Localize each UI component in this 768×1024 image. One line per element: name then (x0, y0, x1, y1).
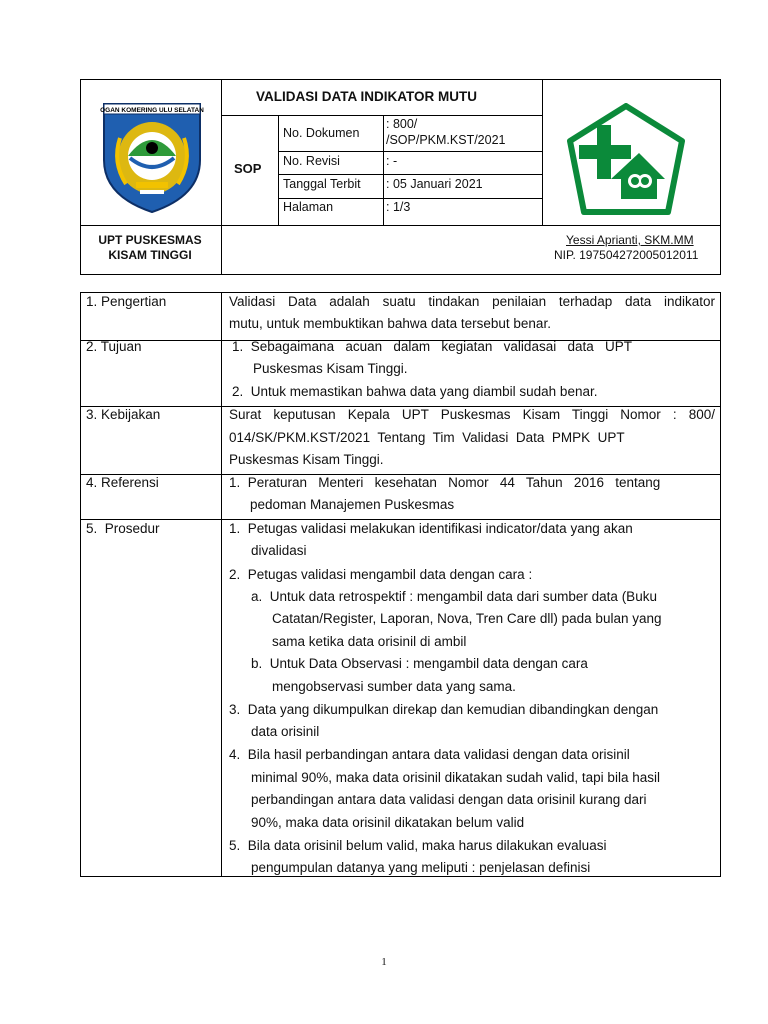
page-number: 1 (381, 956, 387, 968)
signer-nip: NIP. 197504272005012011 (554, 248, 699, 262)
prosedur-line: b. Untuk Data Observasi : mengambil data dengan cara (251, 656, 588, 671)
meta-label-no-revisi: No. Revisi (283, 154, 340, 168)
crest-banner-text: OGAN KOMERING ULU SELATAN (100, 107, 204, 114)
meta-label-no-dokumen: No. Dokumen (283, 126, 360, 140)
org-name-line2: KISAM TINGGI (108, 248, 192, 262)
prosedur-line: Catatan/Register, Laporan, Nova, Tren Care dll) pada bulan yang (272, 611, 662, 626)
prosedur-line: 2. Petugas validasi mengambil data dengan cara : (229, 567, 533, 582)
section-label-tujuan: 2. Tujuan (86, 339, 142, 354)
kebijakan-line: Puskesmas Kisam Tinggi. (229, 452, 384, 467)
tujuan-line: 1. Sebagaimana acuan dalam kegiatan validasai data UPT (232, 339, 632, 354)
prosedur-line: 4. Bila hasil perbandingan antara data validasi dengan data orisinil (229, 747, 630, 762)
section-label-referensi: 4. Referensi (86, 475, 159, 490)
pengertian-line: Validasi Data adalah suatu tindakan penilaian terhadap data indikator (229, 294, 715, 309)
section-label-pengertian: 1. Pengertian (86, 294, 167, 309)
referensi-line: 1. Peraturan Menteri kesehatan Nomor 44 Tahun 2016 tentang (229, 475, 661, 490)
org-name-line1: UPT PUSKESMAS (98, 233, 202, 247)
meta-value-no-revisi: : - (386, 154, 398, 168)
prosedur-line: minimal 90%, maka data orisinil dikatakan sudah valid, tapi bila hasil (251, 770, 660, 785)
document-title: VALIDASI DATA INDIKATOR MUTU (256, 89, 477, 104)
meta-value-halaman: : 1/3 (386, 200, 411, 214)
meta-value-tanggal-terbit: : 05 Januari 2021 (386, 177, 483, 191)
section-label-kebijakan: 3. Kebijakan (86, 407, 161, 422)
prosedur-line: sama ketika data orisinil di ambil (272, 634, 467, 649)
regency-crest-logo (100, 98, 204, 214)
prosedur-line: a. Untuk data retrospektif : mengambil data dari sumber data (Buku (251, 589, 657, 604)
signer-name: Yessi Aprianti, SKM.MM (566, 233, 694, 247)
prosedur-line: 5. Bila data orisinil belum valid, maka harus dilakukan evaluasi (229, 838, 607, 853)
sop-label: SOP (234, 161, 262, 176)
prosedur-line: divalidasi (251, 543, 307, 558)
prosedur-line: pengumpulan datanya yang meliputi : penjelasan definisi (251, 860, 591, 875)
prosedur-line: perbandingan antara data validasi dengan data orisinil kurang dari (251, 792, 647, 807)
meta-label-tanggal-terbit: Tanggal Terbit (283, 177, 361, 191)
tujuan-line: 2. Untuk memastikan bahwa data yang diambil sudah benar. (232, 384, 598, 399)
prosedur-line: 90%, maka data orisinil dikatakan belum valid (251, 815, 525, 830)
prosedur-line: 3. Data yang dikumpulkan direkap dan kemudian dibandingkan dengan (229, 702, 659, 717)
kebijakan-line: 014/SK/PKM.KST/2021 Tentang Tim Validasi Data PMPK UPT (229, 430, 625, 445)
meta-value-no-dokumen-2: /SOP/PKM.KST/2021 (386, 133, 506, 147)
section-label-prosedur: 5. Prosedur (86, 521, 160, 536)
meta-label-halaman: Halaman (283, 200, 334, 214)
puskesmas-logo (567, 103, 685, 215)
tujuan-line: Puskesmas Kisam Tinggi. (253, 361, 408, 376)
referensi-line: pedoman Manajemen Puskesmas (250, 497, 455, 512)
pengertian-line: mutu, untuk membuktikan bahwa data tersebut benar. (229, 316, 551, 331)
prosedur-line: mengobservasi sumber data yang sama. (272, 679, 516, 694)
prosedur-line: data orisinil (251, 724, 320, 739)
prosedur-line: 1. Petugas validasi melakukan identifikasi indicator/data yang akan (229, 521, 633, 536)
meta-value-no-dokumen-1: : 800/ (386, 117, 418, 131)
kebijakan-line: Surat keputusan Kepala UPT Puskesmas Kisam Tinggi Nomor : 800/ (229, 407, 715, 422)
